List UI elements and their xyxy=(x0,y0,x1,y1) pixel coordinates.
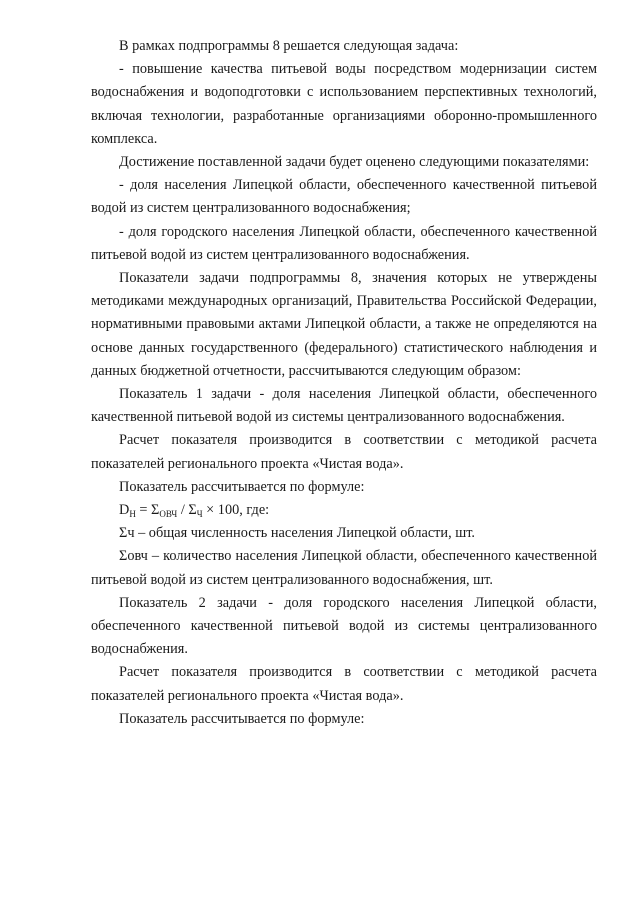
paragraph-methodology: Показатели задачи подпрограммы 8, значения которых не утверждены методиками международных организаций, Правительства Российской Федерации, нормативными правовыми актами Липецкой области, а также не определяются на основе данных государственного (федерального) статистического наблюдения и данных бюджетной отчетности, рассчитываются следующим образом: xyxy=(91,270,597,379)
paragraph-indicators-intro: Достижение поставленной задачи будет оценено следующими показателями: xyxy=(119,154,590,171)
formula-tail: × 100, где: xyxy=(202,502,270,519)
paragraph-indicator-1-def: Показатель 1 задачи - доля населения Липецкой области, обеспеченного качественной питьевой водой из системы централизованного водоснабжения. xyxy=(91,386,597,426)
paragraph-sum-served: Σовч – количество населения Липецкой области, обеспеченного качественной питьевой водой из систем централизованного водоснабжения, шт. xyxy=(91,548,597,588)
paragraph-task-item: - повышение качества питьевой воды посредством модернизации систем водоснабжения и водоподготовки с использованием перспективных технологий, включая технологии, разработанные организациями оборонно-промышленного комплекса. xyxy=(91,61,597,147)
paragraph-task-intro: В рамках подпрограммы 8 решается следующая задача: xyxy=(119,38,459,54)
paragraph-calc-2: Расчет показателя производится в соответствии с методикой расчета показателей регионального проекта «Чистая вода». xyxy=(91,664,597,704)
paragraph-indicator-1: - доля населения Липецкой области, обеспеченного качественной питьевой водой из систем централизованного водоснабжения; xyxy=(91,177,597,217)
document-page xyxy=(91,35,597,731)
formula xyxy=(91,499,597,522)
formula-num-sub: ОВЧ xyxy=(159,509,178,520)
formula-den-sub: Ч xyxy=(196,509,203,520)
formula-lhs-sub: Н xyxy=(129,509,136,520)
paragraph-formula-intro-1: Показатель рассчитывается по формуле: xyxy=(119,478,365,495)
paragraph-calc-1: Расчет показателя производится в соответствии с методикой расчета показателей регионального проекта «Чистая вода». xyxy=(91,432,597,472)
paragraph-indicator-2-def: Показатель 2 задачи - доля городского населения Липецкой области, обеспеченного качественной питьевой водой из системы централизованного водоснабжения. xyxy=(91,594,597,658)
formula-div: / Σ xyxy=(177,502,197,519)
paragraph-sum-total: Σч – общая численность населения Липецкой области, шт. xyxy=(119,525,475,542)
formula-eq: = Σ xyxy=(135,502,160,519)
formula-lhs: D xyxy=(119,502,130,519)
paragraph-formula-intro-2: Показатель рассчитывается по формуле: xyxy=(119,710,365,727)
paragraph-indicator-2: - доля городского населения Липецкой области, обеспеченного качественной питьевой водой из систем централизованного водоснабжения. xyxy=(91,223,597,263)
